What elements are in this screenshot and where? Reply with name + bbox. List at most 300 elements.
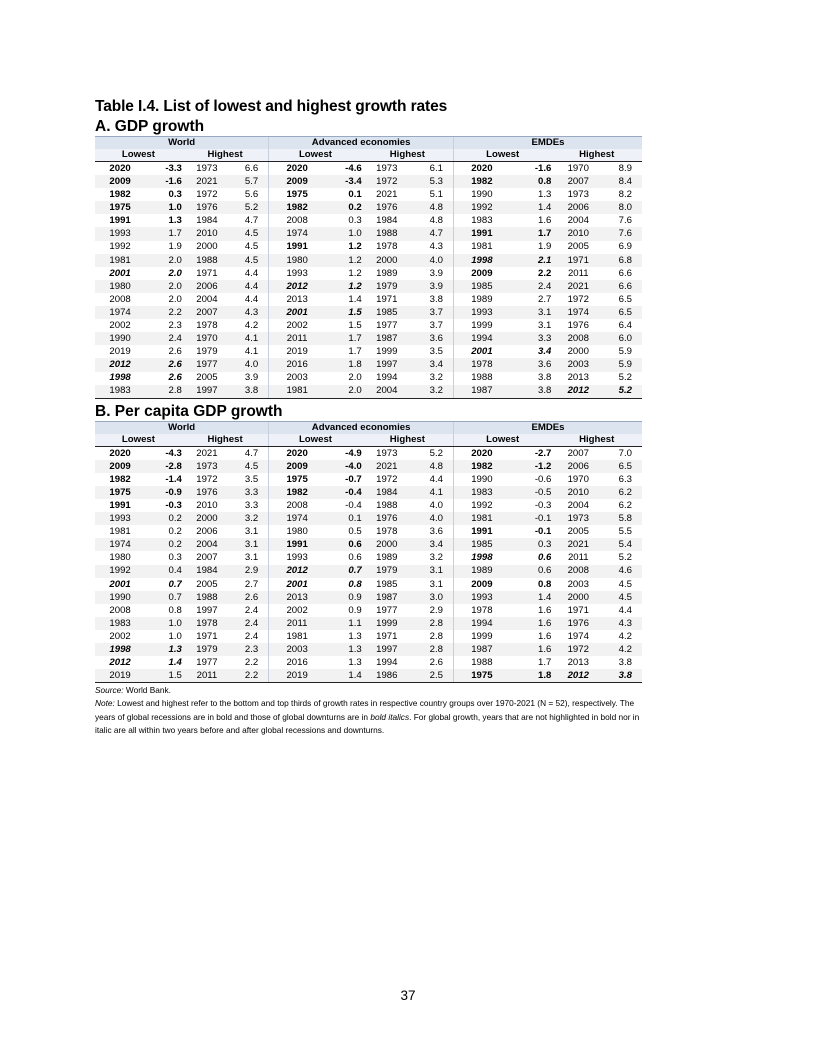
year-cell: 2003 <box>567 578 589 590</box>
year-cell: 2004 <box>182 538 232 551</box>
growth-value-cell: 1.5 <box>348 320 362 332</box>
year-cell: 2013 <box>567 372 589 384</box>
year-cell: 1990 <box>453 473 509 486</box>
group-header-world: World <box>95 421 269 434</box>
year-cell: 1993 <box>269 267 325 280</box>
year-cell: 1987 <box>362 591 412 604</box>
table-row <box>95 358 642 371</box>
year-cell: 1971 <box>567 604 589 616</box>
growth-value-cell: 0.3 <box>168 552 182 564</box>
growth-value-cell: 5.8 <box>605 512 642 525</box>
growth-value-cell: 0.2 <box>168 526 182 538</box>
year-cell: 1999 <box>453 319 509 332</box>
growth-value-cell: 2.2 <box>232 669 269 683</box>
growth-value-cell: 5.9 <box>618 346 632 358</box>
table-row <box>95 372 642 385</box>
growth-value-cell: -0.5 <box>510 486 552 499</box>
year-cell: 1988 <box>376 499 398 511</box>
growth-value-cell: 4.4 <box>232 280 269 293</box>
sub-header-highest: Highest <box>362 149 454 162</box>
growth-value-cell: 1.3 <box>168 215 182 227</box>
year-cell: 2020 <box>109 162 131 174</box>
year-cell: 1971 <box>376 293 398 305</box>
growth-value-cell: 0.2 <box>325 201 362 214</box>
growth-value-cell: 2.7 <box>538 293 552 305</box>
growth-value-cell: 0.3 <box>510 538 552 551</box>
growth-value-cell: 1.4 <box>348 293 362 305</box>
growth-value-cell: 3.4 <box>412 358 454 371</box>
growth-value-cell: 1.3 <box>145 643 182 656</box>
table-row <box>95 241 642 254</box>
year-cell: 2021 <box>196 447 218 459</box>
growth-value-cell: -0.9 <box>145 486 182 499</box>
growth-value-cell: 4.5 <box>232 254 269 267</box>
growth-value-cell: 1.8 <box>510 669 552 683</box>
year-cell: 1976 <box>551 617 605 630</box>
growth-value-cell: -0.4 <box>345 499 362 511</box>
growth-value-cell: 3.6 <box>429 526 443 538</box>
year-cell: 1990 <box>95 332 145 345</box>
group-header-row <box>95 421 642 434</box>
year-cell: 1992 <box>453 201 509 214</box>
growth-value-cell: 3.5 <box>429 346 443 358</box>
year-cell: 1999 <box>362 617 412 630</box>
growth-value-cell: 2.2 <box>145 306 182 319</box>
year-cell: 2010 <box>551 486 605 499</box>
table-title: Table I.4. List of lowest and highest growth rates <box>95 98 448 115</box>
growth-value-cell: 0.4 <box>145 565 182 578</box>
growth-value-cell: 1.6 <box>538 604 552 616</box>
year-cell: 2009 <box>453 267 509 280</box>
year-cell: 1990 <box>95 591 145 604</box>
year-cell: 1992 <box>109 241 131 253</box>
growth-value-cell: 4.3 <box>605 617 642 630</box>
growth-value-cell: 1.3 <box>348 657 362 669</box>
growth-value-cell: 5.9 <box>605 358 642 371</box>
table-row <box>95 551 642 564</box>
growth-value-cell: 2.8 <box>412 617 454 630</box>
year-cell: 1989 <box>376 267 398 279</box>
growth-value-cell: 1.9 <box>538 241 552 253</box>
growth-value-cell: 2.0 <box>145 254 182 267</box>
year-cell: 2007 <box>196 552 218 564</box>
year-cell: 1991 <box>453 525 509 538</box>
year-cell: 2008 <box>551 565 605 578</box>
growth-value-cell: 4.6 <box>605 565 642 578</box>
sub-header-lowest: Lowest <box>269 149 362 162</box>
note-text: Lowest and highest refer to the bottom and top thirds of growth rates in respective country groups over 1970-2021 (N = 52), respectively. The years of global recessions are in bold and those of global downturns are in <box>95 698 635 722</box>
section-heading-b: B. Per capita GDP growth <box>95 402 283 420</box>
year-cell: 2000 <box>567 346 589 358</box>
group-header-advanced-economies: Advanced economies <box>269 137 454 150</box>
year-cell: 1991 <box>269 538 325 551</box>
growth-value-cell: 0.3 <box>168 189 182 201</box>
year-cell: 1977 <box>376 320 398 332</box>
growth-value-cell: 0.5 <box>348 526 362 538</box>
year-cell: 2000 <box>196 241 218 253</box>
year-cell: 2010 <box>551 227 605 240</box>
sub-header-lowest: Lowest <box>95 434 182 447</box>
sub-header-highest: Highest <box>182 434 269 447</box>
growth-value-cell: 3.8 <box>538 372 552 384</box>
year-cell: 2007 <box>567 447 589 459</box>
year-cell: 1985 <box>362 306 412 319</box>
year-cell: 2011 <box>182 669 232 683</box>
year-cell: 1984 <box>182 565 232 578</box>
growth-value-cell: 2.6 <box>429 657 443 669</box>
sub-header-highest: Highest <box>362 434 454 447</box>
growth-value-cell: 1.6 <box>538 630 552 642</box>
year-cell: 1987 <box>453 643 509 656</box>
year-cell: 1981 <box>453 512 509 525</box>
year-cell: 1970 <box>567 473 589 485</box>
growth-value-cell: 3.8 <box>605 669 642 683</box>
year-cell: 2012 <box>109 657 131 669</box>
table-row <box>95 267 642 280</box>
year-cell: 1984 <box>376 215 398 227</box>
growth-value-cell: 4.0 <box>429 499 443 511</box>
year-cell: 1977 <box>196 657 218 669</box>
table-row <box>95 385 642 399</box>
year-cell: 1977 <box>182 358 232 371</box>
year-cell: 2013 <box>269 293 325 306</box>
year-cell: 1975 <box>453 669 509 683</box>
year-cell: 2001 <box>269 578 325 591</box>
growth-value-cell: -1.6 <box>534 162 552 174</box>
year-cell: 2021 <box>551 538 605 551</box>
year-cell: 1980 <box>269 254 325 267</box>
year-cell: 1997 <box>196 604 218 616</box>
year-cell: 1978 <box>196 320 218 332</box>
growth-value-cell: 1.0 <box>168 630 182 642</box>
year-cell: 2007 <box>551 175 605 188</box>
growth-value-cell: 6.6 <box>244 162 259 174</box>
growth-value-cell: -1.4 <box>165 473 182 485</box>
year-cell: 1978 <box>453 604 509 617</box>
growth-value-cell: -2.7 <box>534 447 552 459</box>
year-cell: 1973 <box>551 512 605 525</box>
growth-value-cell: -3.4 <box>325 175 362 188</box>
growth-value-cell: 3.1 <box>510 306 552 319</box>
year-cell: 1979 <box>362 565 412 578</box>
table-row <box>95 332 642 345</box>
year-cell: 2009 <box>269 460 325 473</box>
section-heading-a: A. GDP growth <box>95 118 205 135</box>
year-cell: 2016 <box>269 656 325 669</box>
year-cell: 2019 <box>269 669 325 683</box>
year-cell: 1970 <box>567 162 589 174</box>
year-cell: 1993 <box>95 512 145 525</box>
source-line <box>95 684 642 697</box>
growth-value-cell: 2.4 <box>145 332 182 345</box>
growth-value-cell: 3.2 <box>429 372 443 384</box>
year-cell: 1974 <box>95 538 145 551</box>
year-cell: 2019 <box>95 669 145 683</box>
table-body <box>95 162 642 399</box>
table-row <box>95 617 642 630</box>
growth-value-cell: 5.4 <box>605 538 642 551</box>
growth-value-cell: 6.4 <box>618 320 632 332</box>
growth-value-cell: 2.0 <box>168 293 182 305</box>
growth-value-cell: 3.8 <box>429 293 443 305</box>
growth-value-cell: 6.5 <box>605 306 642 319</box>
source-label: Source: <box>95 685 124 696</box>
growth-value-cell: -4.3 <box>165 447 182 459</box>
growth-value-cell: 7.6 <box>618 215 632 227</box>
year-cell: 1979 <box>182 643 232 656</box>
year-cell: 1976 <box>362 512 412 525</box>
growth-value-cell: 6.5 <box>618 293 632 305</box>
page-content <box>95 96 642 738</box>
year-cell: 1982 <box>269 201 325 214</box>
growth-value-cell: 4.1 <box>244 346 259 358</box>
year-cell: 2004 <box>362 385 412 399</box>
year-cell: 2020 <box>269 446 325 460</box>
year-cell: 2012 <box>551 669 605 683</box>
growth-value-cell: 0.8 <box>348 578 362 590</box>
year-cell: 2001 <box>109 267 131 279</box>
year-cell: 2009 <box>453 578 509 591</box>
year-cell: 2012 <box>95 358 145 371</box>
table-row <box>95 306 642 319</box>
growth-value-cell: 1.7 <box>145 227 182 240</box>
growth-value-cell: 6.3 <box>618 473 632 485</box>
year-cell: 2003 <box>551 358 605 371</box>
growth-value-cell: 4.0 <box>412 254 454 267</box>
growth-value-cell: 2.8 <box>429 630 443 642</box>
growth-value-cell: 4.4 <box>244 267 259 279</box>
year-cell: 1983 <box>95 385 145 399</box>
growth-value-cell: -4.9 <box>345 447 362 459</box>
growth-value-cell: 3.2 <box>429 552 443 564</box>
growth-value-cell: 3.4 <box>412 538 454 551</box>
year-cell: 2004 <box>567 499 589 511</box>
year-cell: 2005 <box>196 578 218 590</box>
growth-value-cell: 1.2 <box>325 254 362 267</box>
table-row <box>95 280 642 293</box>
year-cell: 2011 <box>567 552 589 564</box>
group-header-emdes: EMDEs <box>453 421 642 434</box>
note-label: Note: <box>95 698 115 709</box>
growth-value-cell: 2.3 <box>232 643 269 656</box>
growth-value-cell: 4.5 <box>618 578 632 590</box>
year-cell: 1994 <box>453 617 509 630</box>
growth-value-cell: 7.6 <box>605 227 642 240</box>
growth-value-cell: 3.6 <box>510 358 552 371</box>
year-cell: 2000 <box>551 591 605 604</box>
year-cell: 1985 <box>376 578 398 590</box>
growth-value-cell: 0.6 <box>510 565 552 578</box>
growth-value-cell: 3.6 <box>412 332 454 345</box>
growth-value-cell: 3.9 <box>244 372 259 384</box>
growth-value-cell: 1.1 <box>325 617 362 630</box>
year-cell: 2008 <box>109 293 131 305</box>
growth-value-cell: 4.4 <box>618 604 632 616</box>
year-cell: 1998 <box>109 372 131 384</box>
year-cell: 1980 <box>95 280 145 293</box>
sub-header-lowest: Lowest <box>269 434 362 447</box>
year-cell: 2000 <box>362 538 412 551</box>
table-row <box>95 460 642 473</box>
growth-value-cell: 4.1 <box>232 332 269 345</box>
growth-value-cell: 6.6 <box>605 280 642 293</box>
growth-value-cell: 8.2 <box>618 189 632 201</box>
note-paragraph <box>95 697 642 737</box>
growth-value-cell: -0.4 <box>325 486 362 499</box>
growth-value-cell: 3.2 <box>232 512 269 525</box>
year-cell: 2021 <box>362 460 412 473</box>
growth-value-cell: 4.3 <box>232 306 269 319</box>
year-cell: 1977 <box>376 604 398 616</box>
growth-value-cell: 0.2 <box>145 538 182 551</box>
year-cell: 1988 <box>453 372 509 385</box>
year-cell: 2008 <box>269 214 325 227</box>
growth-value-cell: 3.3 <box>232 486 269 499</box>
growth-value-cell: 1.8 <box>325 358 362 371</box>
growth-value-cell: 1.7 <box>348 346 362 358</box>
growth-value-cell: 4.4 <box>429 473 443 485</box>
table-row <box>95 214 642 227</box>
year-cell: 1978 <box>453 358 509 371</box>
growth-value-cell: 1.6 <box>510 643 552 656</box>
year-cell: 1973 <box>376 162 398 174</box>
growth-value-cell: 4.2 <box>605 643 642 656</box>
year-cell: 1991 <box>109 215 131 227</box>
growth-value-cell: 2.9 <box>232 565 269 578</box>
growth-value-cell: 2.4 <box>232 617 269 630</box>
growth-value-cell: 4.7 <box>244 447 259 459</box>
year-cell: 1973 <box>376 447 398 459</box>
year-cell: 1974 <box>269 227 325 240</box>
growth-value-cell: 1.4 <box>510 201 552 214</box>
growth-value-cell: 4.4 <box>244 293 259 305</box>
growth-value-cell: 2.1 <box>510 254 552 267</box>
year-cell: 2001 <box>109 578 131 590</box>
year-cell: 2020 <box>269 162 325 176</box>
year-cell: 2021 <box>376 189 398 201</box>
growth-value-cell: 4.5 <box>605 591 642 604</box>
growth-value-cell: 1.0 <box>145 201 182 214</box>
growth-value-cell: 4.2 <box>618 630 632 642</box>
growth-value-cell: 5.6 <box>244 189 259 201</box>
growth-value-cell: 0.3 <box>348 215 362 227</box>
growth-value-cell: 6.6 <box>618 267 632 279</box>
growth-value-cell: 1.6 <box>538 215 552 227</box>
year-cell: 1994 <box>376 657 398 669</box>
year-cell: 1983 <box>453 214 509 227</box>
year-cell: 1991 <box>269 241 325 254</box>
growth-value-cell: 0.1 <box>348 189 362 201</box>
year-cell: 2016 <box>269 358 325 371</box>
year-cell: 2002 <box>269 319 325 332</box>
table-body <box>95 446 642 683</box>
growth-value-cell: 4.7 <box>244 215 259 227</box>
growth-value-cell: -4.0 <box>325 460 362 473</box>
sub-header-lowest: Lowest <box>95 149 182 162</box>
growth-value-cell: 3.1 <box>244 526 259 538</box>
table-row <box>95 188 642 201</box>
growth-value-cell: 2.0 <box>168 267 182 279</box>
year-cell: 1978 <box>376 241 398 253</box>
year-cell: 2004 <box>567 215 589 227</box>
year-cell: 2002 <box>109 630 131 642</box>
year-cell: 2019 <box>269 345 325 358</box>
year-cell: 2020 <box>109 447 131 459</box>
growth-value-cell: 0.6 <box>538 552 552 564</box>
growth-value-cell: 0.6 <box>325 538 362 551</box>
growth-value-cell: 2.5 <box>412 669 454 683</box>
growth-value-cell: 0.9 <box>325 591 362 604</box>
year-cell: 1993 <box>95 227 145 240</box>
year-cell: 1988 <box>453 656 509 669</box>
year-cell: 1974 <box>95 306 145 319</box>
year-cell: 1981 <box>269 385 325 399</box>
year-cell: 1979 <box>362 280 412 293</box>
year-cell: 1980 <box>109 552 131 564</box>
table-row <box>95 227 642 240</box>
growth-value-cell: 1.4 <box>510 591 552 604</box>
year-cell: 2000 <box>362 254 412 267</box>
year-cell: 1997 <box>182 385 232 399</box>
growth-value-cell: 0.1 <box>325 512 362 525</box>
growth-value-cell: 4.5 <box>244 241 259 253</box>
year-cell: 2012 <box>269 565 325 578</box>
growth-value-cell: 0.8 <box>538 578 552 590</box>
year-cell: 2021 <box>551 280 605 293</box>
growth-value-cell: 6.2 <box>605 486 642 499</box>
growth-value-cell: 3.9 <box>412 280 454 293</box>
year-cell: 2011 <box>269 332 325 345</box>
growth-value-cell: 5.2 <box>429 447 443 459</box>
year-cell: 2013 <box>567 657 589 669</box>
growth-value-cell: 6.8 <box>605 254 642 267</box>
year-cell: 1971 <box>551 254 605 267</box>
year-cell: 1976 <box>182 486 232 499</box>
year-cell: 1974 <box>567 630 589 642</box>
growth-value-cell: 2.0 <box>145 280 182 293</box>
year-cell: 2005 <box>196 372 218 384</box>
growth-value-cell: 3.7 <box>412 306 454 319</box>
growth-value-cell: 3.1 <box>412 565 454 578</box>
growth-value-cell: 1.2 <box>348 267 362 279</box>
year-cell: 2009 <box>95 175 145 188</box>
table-row <box>95 578 642 591</box>
year-cell: 1984 <box>196 215 218 227</box>
growth-value-cell: -3.3 <box>165 162 182 174</box>
year-cell: 1986 <box>362 669 412 683</box>
year-cell: 1993 <box>453 591 509 604</box>
year-cell: 1991 <box>109 499 131 511</box>
year-cell: 1974 <box>269 512 325 525</box>
growth-value-cell: 5.2 <box>232 201 269 214</box>
year-cell: 1972 <box>196 473 218 485</box>
year-cell: 1975 <box>269 188 325 201</box>
growth-value-cell: 3.9 <box>429 267 443 279</box>
year-cell: 1982 <box>453 460 509 473</box>
table-row <box>95 486 642 499</box>
year-cell: 2005 <box>567 241 589 253</box>
growth-value-cell: 6.9 <box>618 241 632 253</box>
growth-value-cell: 5.7 <box>232 175 269 188</box>
table-row <box>95 254 642 267</box>
year-cell: 1979 <box>196 346 218 358</box>
growth-value-cell: -0.6 <box>534 473 552 485</box>
growth-value-cell: 2.4 <box>244 604 259 616</box>
sub-header-lowest: Lowest <box>453 149 551 162</box>
year-cell: 1973 <box>567 189 589 201</box>
year-cell: 2006 <box>551 201 605 214</box>
group-header-world: World <box>95 137 269 150</box>
